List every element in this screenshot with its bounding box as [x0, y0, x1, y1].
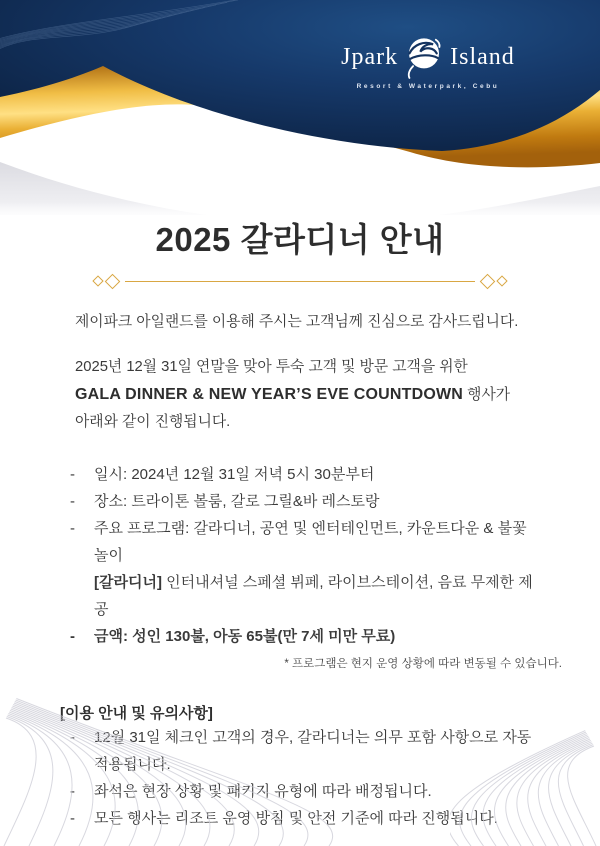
wave-emblem-icon [404, 34, 444, 80]
brand-tagline: Resort & Waterpark, Cebu [356, 83, 500, 90]
list-dash: - [70, 493, 75, 510]
header-banner [0, 0, 600, 215]
detail-venue: 장소: 트라이톤 볼룸, 갈로 그릴&바 레스토랑 [94, 493, 380, 510]
divider-line [125, 281, 475, 282]
diamond-icon [105, 273, 121, 289]
brand-name-left: Jpark [341, 43, 399, 70]
event-paragraph [75, 354, 540, 436]
brand-logo [333, 34, 523, 90]
list-dash: - [70, 520, 75, 537]
event-highlight: GALA DINNER & NEW YEAR’S EVE COUNTDOWN [75, 386, 464, 403]
brand-name-right: Island [450, 43, 515, 70]
list-dash: - [70, 810, 75, 827]
list-dash: - [70, 466, 75, 483]
page-title: 2025 갈라디너 안내 [155, 221, 445, 258]
list-dash: - [70, 628, 75, 645]
list-item [60, 461, 540, 488]
event-line1: 2025년 12월 31일 연말을 맞아 투숙 고객 및 방문 고객을 위한 [75, 359, 468, 375]
detail-program-sub: 인터내셔널 스페셜 뷔페, 라이브스테이션, 음료 무제한 제공 [94, 574, 533, 618]
intro-paragraph: 제이파크 아일랜드를 이용해 주시는 고객님께 진심으로 감사드립니다. [75, 314, 519, 330]
footer-fan-left [0, 696, 340, 846]
event-line3: 아래와 같이 진행됩니다. [75, 414, 231, 430]
diamond-icon [92, 275, 103, 286]
program-change-note: * 프로그램은 현지 운영 상황에 따라 변동될 수 있습니다. [284, 658, 562, 670]
list-item [60, 623, 540, 650]
list-item [60, 515, 540, 569]
list-item [60, 488, 540, 515]
list-item-continuation [60, 569, 540, 623]
guideline-2: 좌석은 현장 상황 및 패키지 유형에 따라 배정됩니다. [94, 783, 432, 800]
detail-program: 주요 프로그램: 갈라디너, 공연 및 엔터테인먼트, 카운트다운 & 불꽃놀이 [94, 520, 527, 564]
detail-program-sub-label: [갈라디너] [94, 574, 162, 591]
diamond-icon [480, 273, 496, 289]
header-wave-graphic [0, 0, 600, 215]
details-list [60, 461, 540, 650]
list-dash: - [70, 783, 75, 800]
diamond-icon [496, 275, 507, 286]
event-line2-rest: 행사가 [463, 387, 511, 403]
detail-datetime: 일시: 2024년 12월 31일 저녁 5시 30분부터 [94, 466, 375, 483]
gray-wave [0, 162, 600, 215]
guideline-1: 12월 31일 체크인 고객의 경우, 갈라디너는 의무 포함 사항으로 자동 적용됩니다. [94, 729, 532, 773]
detail-price: 금액: 성인 130불, 아동 65불(만 7세 미만 무료) [94, 628, 396, 645]
footer-fan-right [450, 726, 600, 846]
list-dash: - [70, 729, 75, 746]
title-divider [94, 275, 506, 287]
guidelines-heading: [이용 안내 및 유의사항] [60, 705, 213, 722]
guideline-3: 모든 행사는 리조트 운영 방침 및 안전 기준에 따라 진행됩니다. [94, 810, 498, 827]
